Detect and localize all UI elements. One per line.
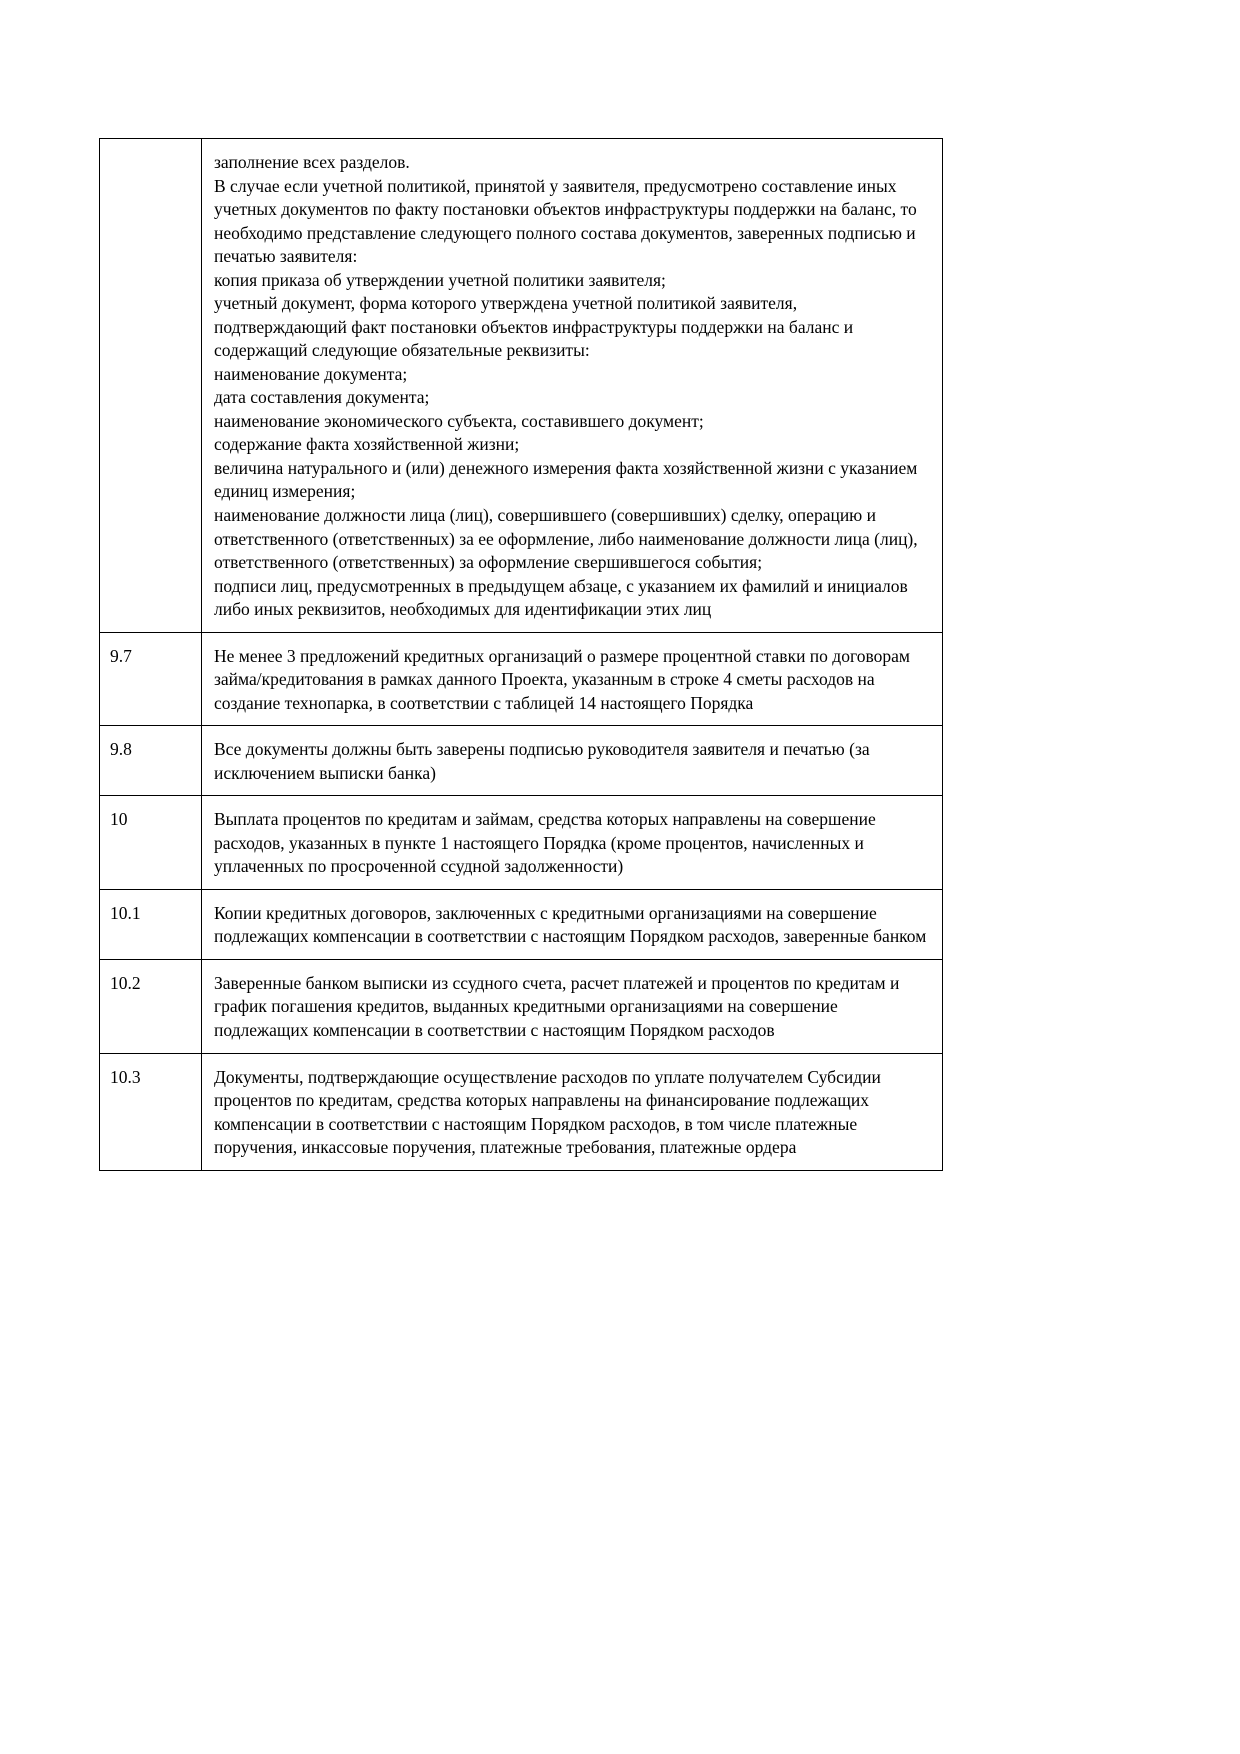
paragraph: копия приказа об утверждении учетной политики заявителя; <box>214 269 666 290</box>
paragraph: наименование должности лица (лиц), совершившего (совершивших) сделку, операцию и ответственного (ответственных) за ее оформление, либо наименование должности лица (лиц), ответственного (ответственных) за оформление свершившегося события; <box>214 504 918 573</box>
row-number: 10.1 <box>110 902 141 923</box>
paragraph: Все документы должны быть заверены подписью руководителя заявителя и печатью (за исключением выписки банка) <box>214 739 870 783</box>
row-text <box>202 796 942 889</box>
paragraph: заполнение всех разделов. <box>214 152 410 172</box>
paragraph: Копии кредитных договоров, заключенных с кредитными организациями на совершение подлежащих компенсации в соответствии с настоящим Порядком расходов, заверенные банком <box>214 902 927 947</box>
paragraph: наименование документа; <box>214 363 408 384</box>
row-number <box>100 139 201 161</box>
row-text <box>202 633 942 726</box>
table-cell-number <box>100 959 202 1053</box>
table-cell-number <box>100 632 202 726</box>
row-text <box>202 890 942 959</box>
paragraph: содержание факта хозяйственной жизни; <box>214 434 520 455</box>
table-cell-text <box>202 1053 943 1170</box>
table-cell-number <box>100 889 202 959</box>
row-number: 9.7 <box>110 645 132 666</box>
table-row <box>100 1053 943 1170</box>
table-cell-text <box>202 632 943 726</box>
paragraph: Заверенные банком выписки из ссудного счета, расчет платежей и процентов по кредитам и график погашения кредитов, выданных кредитными организациями на совершение подлежащих компенсации в соответствии с настоящим Порядком расходов <box>214 972 900 1040</box>
table-cell-number <box>100 796 202 890</box>
table-cell-text <box>202 726 943 796</box>
row-number: 10.3 <box>110 1066 141 1087</box>
paragraph: подписи лиц, предусмотренных в предыдущем абзаце, с указанием их фамилий и инициалов либо иных реквизитов, необходимых для идентификации этих лиц <box>214 575 908 620</box>
paragraph: учетный документ, форма которого утверждена учетной политикой заявителя, подтверждающий факт постановки объектов инфраструктуры поддержки на баланс и содержащий следующие обязательные реквизиты: <box>214 293 854 361</box>
table-row <box>100 632 943 726</box>
row-number: 10 <box>110 809 128 830</box>
paragraph: Выплата процентов по кредитам и займам, средства которых направлены на совершение расходов, указанных в пункте 1 настоящего Порядка (кроме процентов, начисленных и уплаченных по просроченной ссудной задолженности) <box>214 809 876 877</box>
requirements-table <box>99 138 943 1171</box>
table-cell-text <box>202 959 943 1053</box>
paragraph: Не менее 3 предложений кредитных организаций о размере процентной ставки по договорам займа/кредитования в рамках данного Проекта, указанным в строке 4 сметы расходов на создание технопарка, в соответствии с таблицей 14 настоящего Порядка <box>214 645 910 713</box>
table-row <box>100 726 943 796</box>
paragraph: наименование экономического субъекта, составившего документ; <box>214 410 704 431</box>
row-text <box>202 139 942 632</box>
table-cell-text <box>202 889 943 959</box>
table-cell-text <box>202 139 943 633</box>
table-cell-text <box>202 796 943 890</box>
table-row <box>100 796 943 890</box>
row-number: 9.8 <box>110 739 132 760</box>
row-text <box>202 960 942 1053</box>
table-row <box>100 959 943 1053</box>
paragraph: величина натурального и (или) денежного измерения факта хозяйственной жизни с указанием единиц измерения; <box>214 457 918 502</box>
table-row <box>100 139 943 633</box>
paragraph: В случае если учетной политикой, принятой у заявителя, предусмотрено составление иных учетных документов по факту постановки объектов инфраструктуры поддержки на баланс, то необходимо представление следующего полного состава документов, заверенных подписью и печатью заявителя: <box>214 175 917 267</box>
table-cell-number <box>100 726 202 796</box>
table-row <box>100 889 943 959</box>
table-cell-number <box>100 139 202 633</box>
paragraph: Документы, подтверждающие осуществление расходов по уплате получателем Субсидии процентов по кредитам, средства которых направлены на финансирование подлежащих компенсации в соответствии с настоящим Порядком расходов, в том числе платежные поручения, инкассовые поручения, платежные требования, платежные ордера <box>214 1066 881 1158</box>
row-number: 10.2 <box>110 972 141 993</box>
paragraph: дата составления документа; <box>214 387 430 408</box>
table-cell-number <box>100 1053 202 1170</box>
table-body <box>100 139 943 1171</box>
row-text <box>202 726 942 795</box>
row-text <box>202 1054 942 1170</box>
